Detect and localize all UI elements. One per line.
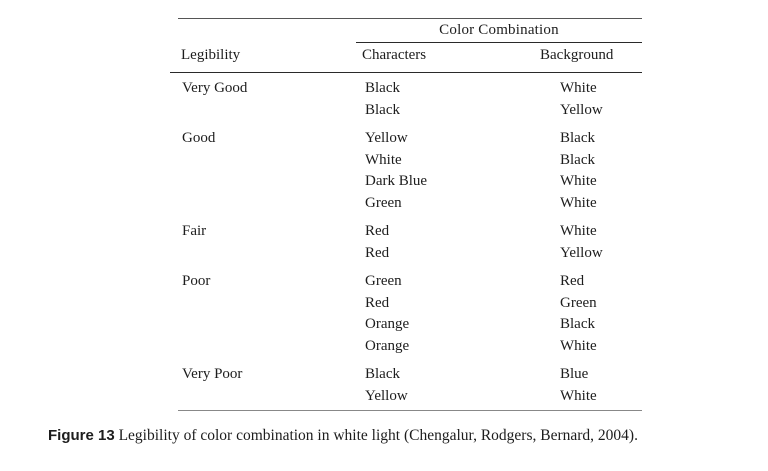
background-cell: White — [560, 80, 597, 96]
table-row — [170, 100, 642, 122]
table-row — [170, 150, 642, 172]
legibility-cell: Good — [182, 130, 216, 146]
characters-cell: Black — [365, 80, 400, 96]
characters-cell: Red — [365, 294, 390, 311]
table-row — [170, 78, 642, 100]
background-cell: Black — [560, 151, 595, 168]
background-cell: White — [560, 223, 597, 239]
background-cell: White — [560, 194, 597, 211]
background-cell: White — [560, 173, 597, 189]
column-header-legibility: Legibility — [181, 47, 241, 63]
column-header-background: Background — [540, 47, 614, 63]
legibility-group — [170, 128, 642, 214]
characters-cell: Orange — [365, 337, 410, 354]
background-cell: Yellow — [560, 101, 603, 118]
figure-label: Figure 13 — [48, 427, 115, 444]
legibility-group — [170, 271, 642, 357]
table-row — [170, 171, 642, 193]
characters-cell: Green — [365, 273, 402, 289]
group-header-color-combination: Color Combination — [439, 22, 559, 38]
legibility-cell: Very Good — [182, 80, 248, 96]
table-top-rule — [178, 18, 642, 19]
table-row — [170, 364, 642, 386]
background-cell: Red — [560, 273, 585, 289]
background-cell: Yellow — [560, 244, 603, 261]
table-row — [170, 336, 642, 358]
caption-text: Legibility of color combination in white light (Chengalur, Rodgers, Bernard, 2004). — [118, 427, 638, 444]
characters-cell: Red — [365, 244, 390, 261]
table-body — [170, 78, 642, 414]
background-cell: Black — [560, 316, 595, 332]
table-row — [170, 221, 642, 243]
characters-cell: Dark Blue — [365, 173, 428, 189]
characters-cell: Yellow — [365, 130, 408, 146]
characters-cell: Orange — [365, 316, 410, 332]
background-cell: Green — [560, 294, 597, 311]
header-rule — [170, 72, 642, 73]
table-row — [170, 386, 642, 408]
characters-cell: Green — [365, 194, 402, 211]
background-cell: Blue — [560, 366, 589, 382]
characters-cell: Red — [365, 223, 390, 239]
table-bottom-rule — [178, 410, 642, 411]
legibility-group — [170, 364, 642, 407]
characters-cell: Yellow — [365, 387, 408, 404]
characters-cell: Black — [365, 366, 400, 382]
figure-caption — [48, 427, 638, 445]
legibility-cell: Poor — [182, 273, 211, 289]
group-header-rule — [356, 42, 642, 43]
table-row — [170, 271, 642, 293]
background-cell: White — [560, 337, 597, 354]
legibility-cell: Very Poor — [182, 366, 243, 382]
characters-cell: White — [365, 151, 402, 168]
table-row — [170, 128, 642, 150]
background-cell: White — [560, 387, 597, 404]
legibility-cell: Fair — [182, 223, 207, 239]
table-row — [170, 193, 642, 215]
legibility-group — [170, 221, 642, 264]
column-header-characters: Characters — [362, 47, 427, 63]
table-row — [170, 293, 642, 315]
table-row — [170, 314, 642, 336]
legibility-group — [170, 78, 642, 121]
characters-cell: Black — [365, 101, 400, 118]
background-cell: Black — [560, 130, 595, 146]
table-row — [170, 243, 642, 265]
